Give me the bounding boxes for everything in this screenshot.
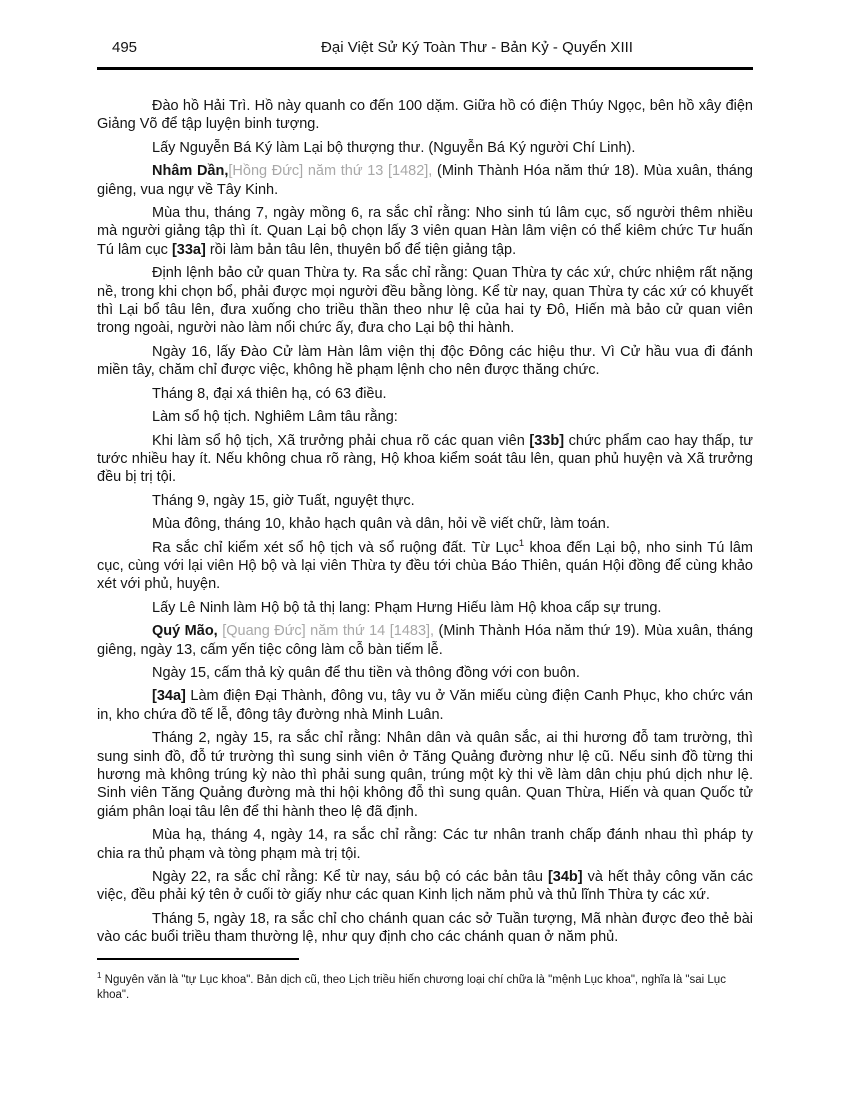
paragraph (97, 599, 753, 617)
paragraph (97, 492, 753, 510)
paragraph (97, 204, 753, 259)
text-segment: khoa đến Lại bộ, nho sinh Tú lâm cục, cùng với lại viên Hộ bộ và lại viên Thừa ty đều tới chùa Báo Thiên, quán Hội đồng để cùng khảo xét với phủ, huyện. (97, 539, 753, 593)
text-segment: rồi làm bản tâu lên, thuyên bổ để tiện giảng tập. (205, 241, 517, 258)
text-segment: Ngày 16, lấy Đào Cử làm Hàn lâm viện thị độc Đông các hiệu thư. Vì Cử hầu vua đi đánh miền tây, chăm chỉ được việc, không hề phạm lệnh cho nên được thăng chức. (97, 343, 753, 379)
paragraph (97, 868, 753, 905)
header-title: Đại Việt Sử Ký Toàn Thư - Bản Kỷ - Quyển XIII (321, 39, 633, 56)
era-name-muted: [Hồng Đức] năm thứ 13 [1482], (228, 163, 433, 180)
text-segment: Đào hồ Hải Trì. Hồ này quanh co đến 100 dặm. Giữa hồ có điện Thúy Ngọc, bên hồ xây điện Giảng Võ để tập luyện binh tượng. (97, 98, 753, 133)
text-segment: Lấy Nguyễn Bá Ký làm Lại bộ thượng thư. (Nguyễn Bá Ký người Chí Linh). (152, 139, 636, 156)
paragraph (97, 826, 753, 863)
text-segment: Mùa hạ, tháng 4, ngày 14, ra sắc chỉ rằng: Các tư nhân tranh chấp đánh nhau thì pháp ty chia ra thủ phạm và tòng phạm mà trị tội. (97, 827, 753, 862)
text-segment: Định lệnh bảo cử quan Thừa ty. Ra sắc chỉ rằng: Quan Thừa ty các xứ, chức nhiệm rất nặng nề, trong khi chọn bổ, phải được mọi người đều bằng lòng. Kể từ nay, quan Thừa ty các xứ có khuyết thì Lại bổ tâu lên, đưa xuống cho triều thần theo như lệ của hai ty Đô, Hiến mà bảo cử quan viên trong ngoài, người nào làm nổi chức ấy, đưa cho Lại bộ thi hành. (97, 265, 753, 337)
paragraph (97, 539, 753, 594)
footnote-ref: 1 (518, 537, 525, 549)
paragraph (97, 432, 753, 487)
paragraph (97, 515, 753, 533)
paragraph (97, 139, 753, 157)
page-number: 495 (112, 39, 138, 56)
paragraph (97, 264, 753, 338)
paragraph (97, 162, 753, 199)
footnote-text (97, 973, 753, 1003)
text-segment: Làm sổ hộ tịch. Nghiêm Lâm tâu rằng: (152, 409, 398, 426)
bold-text: [33b] (529, 432, 565, 449)
body-paragraphs (97, 70, 753, 947)
paragraph (97, 408, 753, 426)
paragraph (97, 729, 753, 821)
text-segment: chức phẩm cao hay thấp, tư tước nhiều hay ít. Nếu không chua rõ ràng, Hộ khoa kiểm soát tâu lên, quan phủ huyện và Xã trưởng đều bị trị tội. (97, 432, 753, 486)
text-segment: (Minh Thành Hóa năm thứ 19). Mùa xuân, tháng giêng, ngày 13, cấm yến tiệc công làm cỗ bàn tiếm lễ. (97, 623, 754, 658)
text-segment: Khi làm sổ hộ tịch, Xã trưởng phải chua rõ các quan viên (152, 432, 530, 449)
paragraph (97, 385, 753, 403)
footnote-marker: 1 (97, 971, 102, 981)
paragraph (97, 343, 753, 380)
bold-text: [34a] (152, 688, 186, 705)
text-segment: và hết thảy công văn các việc, đều phải ký tên ở cuối tờ giấy như các quan Kinh lịch năm phủ và thủ lĩnh Thừa ty các xứ. (97, 869, 753, 904)
page-header (0, 0, 850, 62)
bold-text: Quý Mão, (152, 623, 218, 640)
paragraph (97, 687, 753, 724)
paragraph (97, 97, 753, 134)
text-segment: Tháng 5, ngày 18, ra sắc chỉ cho chánh quan các sở Tuần tượng, Mã nhàn được đeo thẻ bài vào các buổi triều tham thường lệ, như quy định cho các chánh quan ở năm phủ. (97, 910, 753, 946)
text-segment: (Minh Thành Hóa năm thứ 18). Mùa xuân, tháng giêng, vua ngự về Tây Kinh. (97, 163, 753, 198)
text-segment: Tháng 2, ngày 15, ra sắc chỉ rằng: Nhân dân và quân sắc, ai thi hương đỗ tam trường, thì sung sinh đồ, đỗ tứ trường thì sung sinh viên ở Tăng Quảng đường như lệ cũ. Nếu sinh đồ từng thi hương mà không trúng kỳ nào thì phải sung quân, trúng một kỳ thi về làm dân chịu phú dịch như lệ. Sinh viên Tăng Quảng đường mà thi hội không đỗ thì sung quân. Quan Thừa, Hiến và quan Quốc tử giám phân loại tâu lên để thi hành theo lệ đã định. (97, 730, 753, 820)
text-segment: Mùa đông, tháng 10, khảo hạch quân và dân, hỏi về viết chữ, làm toán. (152, 516, 610, 533)
bold-text: [34b] (547, 869, 583, 886)
footnote-block (97, 958, 753, 1003)
paragraph (97, 664, 753, 682)
text-segment: Ra sắc chỉ kiểm xét sổ hộ tịch và sổ ruộng đất. Từ Lục (152, 539, 519, 556)
footnote-body: Nguyên văn là "tự Lục khoa". Bản dịch cũ, theo Lịch triều hiến chương loại chí chữa là "mệnh Lục khoa", nghĩa là "sai Lục khoa". (97, 974, 726, 1001)
paragraph (97, 910, 753, 947)
text-segment: Mùa thu, tháng 7, ngày mồng 6, ra sắc chỉ rằng: Nho sinh tú lâm cục, số người thêm nhiều mà người giảng tập thì ít. Quan Lại bộ chọn lấy 3 viên quan Hàn lâm viện có thể kiêm chức Tư huấn Tú lâm cục (97, 205, 753, 258)
text-segment: Lấy Lê Ninh làm Hộ bộ tả thị lang: Phạm Hưng Hiếu làm Hộ khoa cấp sự trung. (152, 599, 662, 616)
text-segment: Tháng 8, đại xá thiên hạ, có 63 điều. (152, 385, 387, 402)
bold-text: Nhâm Dần, (152, 163, 229, 180)
footnote-rule (97, 958, 299, 960)
text-segment: Ngày 22, ra sắc chỉ rằng: Kể từ nay, sáu bộ có các bản tâu (152, 869, 548, 886)
text-segment: Làm điện Đại Thành, đông vu, tây vu ở Văn miếu cùng điện Canh Phục, kho chức ván in, kho chứa đồ tế lễ, đông tây đường nhà Minh Luân. (97, 688, 753, 723)
era-name-muted: [Quang Đức] năm thứ 14 [1483], (217, 623, 435, 640)
paragraph (97, 622, 753, 659)
text-segment: Tháng 9, ngày 15, giờ Tuất, nguyệt thực. (152, 492, 415, 509)
text-segment: Ngày 15, cấm thả kỳ quân để thu tiền và thông đồng với con buôn. (152, 664, 580, 681)
bold-text: [33a] (171, 241, 206, 258)
